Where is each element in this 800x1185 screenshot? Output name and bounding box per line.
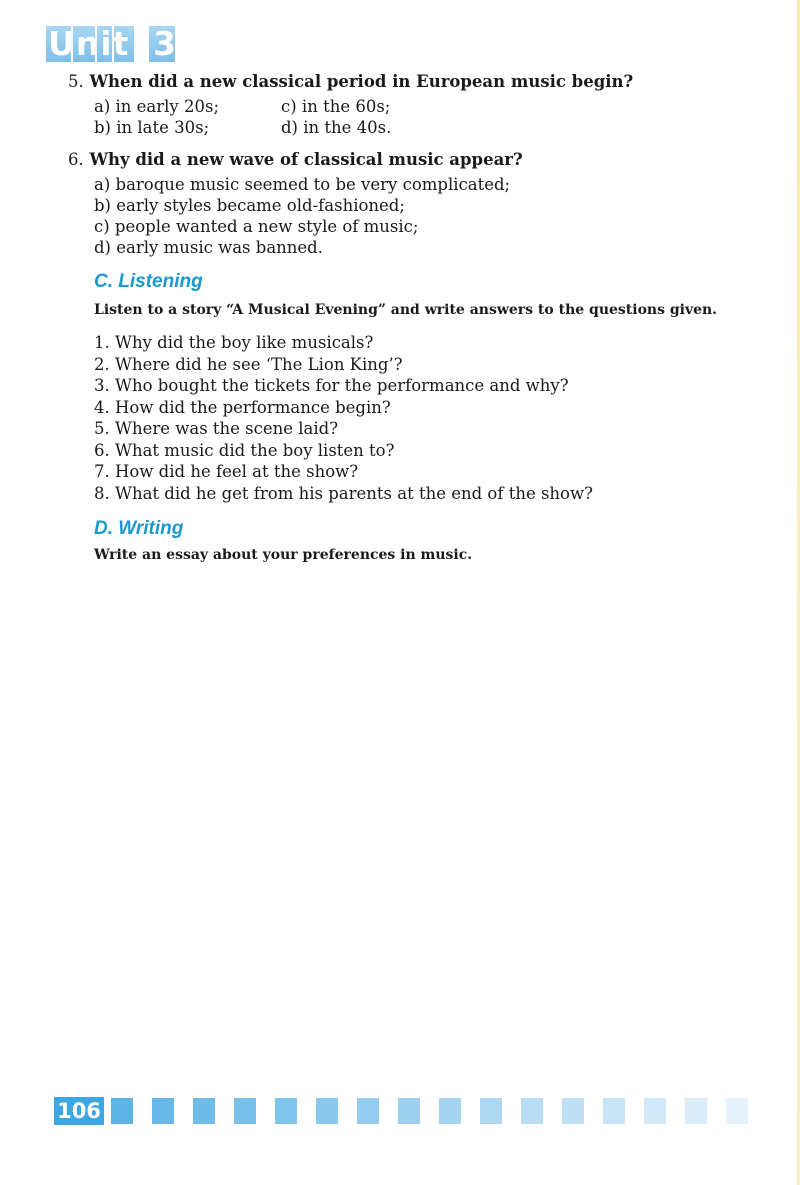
- option-d: d) in the 40s.: [281, 118, 392, 137]
- option-a: a) baroque music seemed to be very complicated;: [94, 175, 511, 194]
- footer-square: [603, 1098, 625, 1124]
- question-text: Why did a new wave of classical music appear?: [89, 150, 523, 169]
- section-title-listening: C. Listening: [94, 271, 203, 292]
- unit-number: 3: [153, 24, 177, 63]
- list-item: 1. Why did the boy like musicals?: [94, 333, 374, 352]
- list-item: 8. What did he get from his parents at the end of the show?: [94, 483, 593, 503]
- footer-square: [644, 1098, 666, 1124]
- option-d: d) early music was banned.: [94, 238, 323, 257]
- question-text: When did a new classical period in European music begin?: [89, 72, 634, 91]
- footer-square: [111, 1098, 133, 1124]
- option-a: a) in early 20s;: [94, 97, 220, 116]
- page-number: 106: [54, 1097, 104, 1125]
- question-number: 5.: [68, 72, 84, 91]
- list-item: 3. Who bought the tickets for the performance and why?: [94, 376, 569, 395]
- list-item: 6. What music did the boy listen to?: [94, 440, 395, 460]
- footer-square: [480, 1098, 502, 1124]
- list-item: 5. Where was the scene laid?: [94, 419, 339, 438]
- footer-square: [193, 1098, 215, 1124]
- footer-square: [316, 1098, 338, 1124]
- footer-square: [234, 1098, 256, 1124]
- question-number: 6.: [68, 150, 84, 169]
- footer-square: [398, 1098, 420, 1124]
- listening-instruction: Listen to a story “A Musical Evening” and write answers to the questions given.: [94, 302, 718, 318]
- footer-square: [726, 1098, 748, 1124]
- footer-square: [562, 1098, 584, 1124]
- option-c: c) in the 60s;: [281, 97, 391, 116]
- footer-square: [275, 1098, 297, 1124]
- list-item: 7. How did he feel at the show?: [94, 462, 359, 481]
- option-b: b) in late 30s;: [94, 118, 210, 137]
- question-6: [68, 149, 523, 170]
- option-c: c) people wanted a new style of music;: [94, 217, 419, 236]
- list-item: 2. Where did he see ‘The Lion King’?: [94, 354, 403, 374]
- footer-square: [152, 1098, 174, 1124]
- section-title-writing: D. Writing: [94, 518, 184, 539]
- footer-square: [357, 1098, 379, 1124]
- footer-square: [439, 1098, 461, 1124]
- question-5: [68, 71, 633, 92]
- footer-square: [521, 1098, 543, 1124]
- list-item: 4. How did the performance begin?: [94, 397, 391, 417]
- footer-square: [685, 1098, 707, 1124]
- writing-instruction: Write an essay about your preferences in music.: [94, 547, 473, 563]
- unit-label: Unit: [48, 24, 130, 63]
- option-b: b) early styles became old-fashioned;: [94, 196, 405, 215]
